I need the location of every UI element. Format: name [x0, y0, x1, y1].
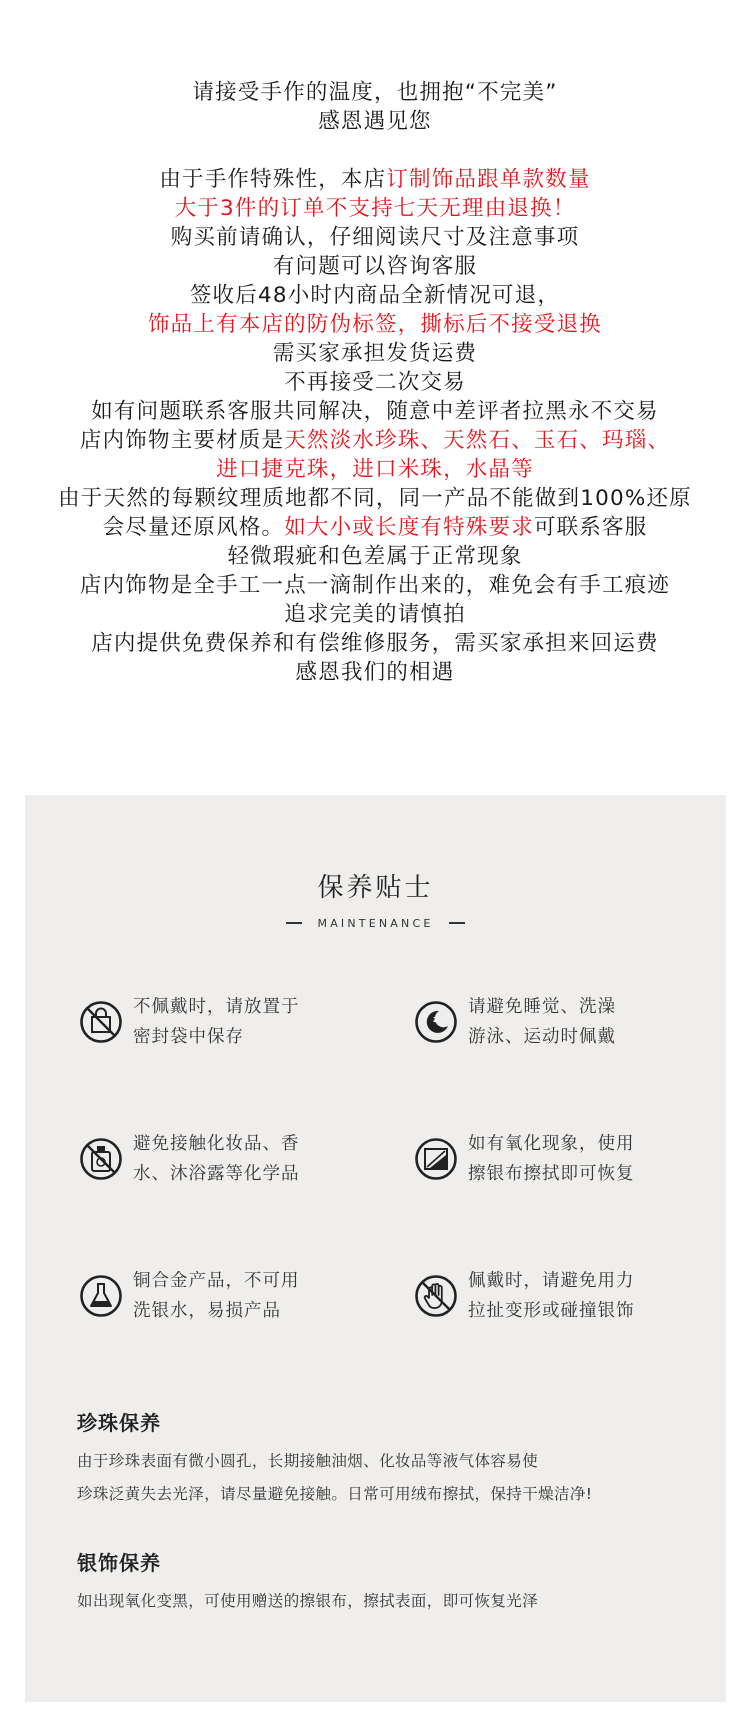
notice-line: 感恩遇见您 [318, 109, 432, 134]
notice-highlight: 天然淡水珍珠、天然石、玉石、玛瑙、 [284, 428, 671, 453]
bag-icon [79, 1000, 123, 1044]
tip-oxidation: 如有氧化现象，使用 擦银布擦拭即可恢复 [414, 1129, 635, 1189]
notice-line: 如有问题联系客服共同解决，随意中差评者拉黑永不交易 [91, 399, 659, 424]
notice-line: 由于手作特殊性，本店订制饰品跟单款数量 [159, 167, 591, 192]
tip-alloy: 铜合金产品，不可用 洗银水，易损产品 [79, 1266, 300, 1326]
pearl-care-text: 由于珍珠表面有微小圆孔，长期接触油烟、化妆品等液气体容易使 珍珠泛黄失去光泽，请尽量避免接触。日常可用绒布擦拭，保持干燥洁净! [77, 1452, 593, 1503]
maintenance-card [25, 795, 726, 1702]
notice-line-highlight: 大于3件的订单不支持七天无理由退换！ [174, 196, 576, 221]
notice-line: 店内提供免费保养和有偿维修服务，需买家承担来回运费 [91, 631, 659, 656]
notice-line: 感恩我们的相遇 [295, 660, 455, 685]
notice-line: 购买前请确认，仔细阅读尺寸及注意事项 [170, 225, 580, 250]
notice-line: 追求完美的请慎拍 [284, 602, 466, 627]
notice-line: 签收后48小时内商品全新情况可退， [189, 283, 561, 308]
notice-highlight: 如大小或长度有特殊要求 [284, 515, 534, 540]
notice-line-highlight: 进口捷克珠，进口米珠，水晶等 [216, 457, 534, 482]
tip-chemicals: 避免接触化妆品、香 水、沐浴露等化学品 [79, 1129, 300, 1189]
notice-line: 店内饰物是全手工一点一滴制作出来的，难免会有手工痕迹 [79, 573, 671, 598]
silver-care-heading: 银饰保养 [77, 1551, 161, 1575]
perfume-bottle-icon [79, 1137, 123, 1181]
hand-icon [414, 1274, 458, 1318]
tip-sleep: z 请避免睡觉、洗澡 游泳、运动时佩戴 [414, 992, 616, 1052]
polish-cloth-icon [414, 1137, 458, 1181]
tip-force: 佩戴时，请避免用力 拉扯变形或碰撞银饰 [414, 1266, 635, 1326]
silver-care-text: 如出现氧化变黑，可使用赠送的擦银布，擦拭表面，即可恢复光泽 [77, 1592, 539, 1610]
notice-line-highlight: 饰品上有本店的防伪标签，撕标后不接受退换 [147, 312, 602, 337]
notice-line: 由于天然的每颗纹理质地都不同，同一产品不能做到100%还原 [58, 486, 692, 511]
notice-highlight: 订制饰品跟单款数量 [386, 167, 591, 192]
maintenance-subtitle: MAINTENANCE [25, 917, 726, 937]
sleep-moon-icon [414, 1000, 458, 1044]
store-notice [0, 78, 750, 687]
notice-line: 请接受手作的温度，也拥抱“不完美” [192, 80, 558, 105]
notice-line: 会尽量还原风格。如大小或长度有特殊要求可联系客服 [102, 515, 648, 540]
notice-line: 需买家承担发货运费 [272, 341, 478, 366]
svg-text:z: z [433, 1015, 439, 1025]
notice-line: 有问题可以咨询客服 [272, 254, 478, 279]
notice-line: 轻微瑕疵和色差属于正常现象 [227, 544, 523, 569]
maintenance-title: 保养贴士 [317, 873, 434, 903]
notice-line: 不再接受二次交易 [284, 370, 466, 395]
flask-icon [79, 1274, 123, 1318]
tip-bag: 不佩戴时，请放置于 密封袋中保存 [79, 992, 300, 1052]
divider [449, 922, 465, 924]
pearl-care-heading: 珍珠保养 [77, 1411, 161, 1435]
divider [286, 922, 302, 924]
notice-line: 店内饰物主要材质是天然淡水珍珠、天然石、玉石、玛瑙、 [79, 428, 671, 453]
